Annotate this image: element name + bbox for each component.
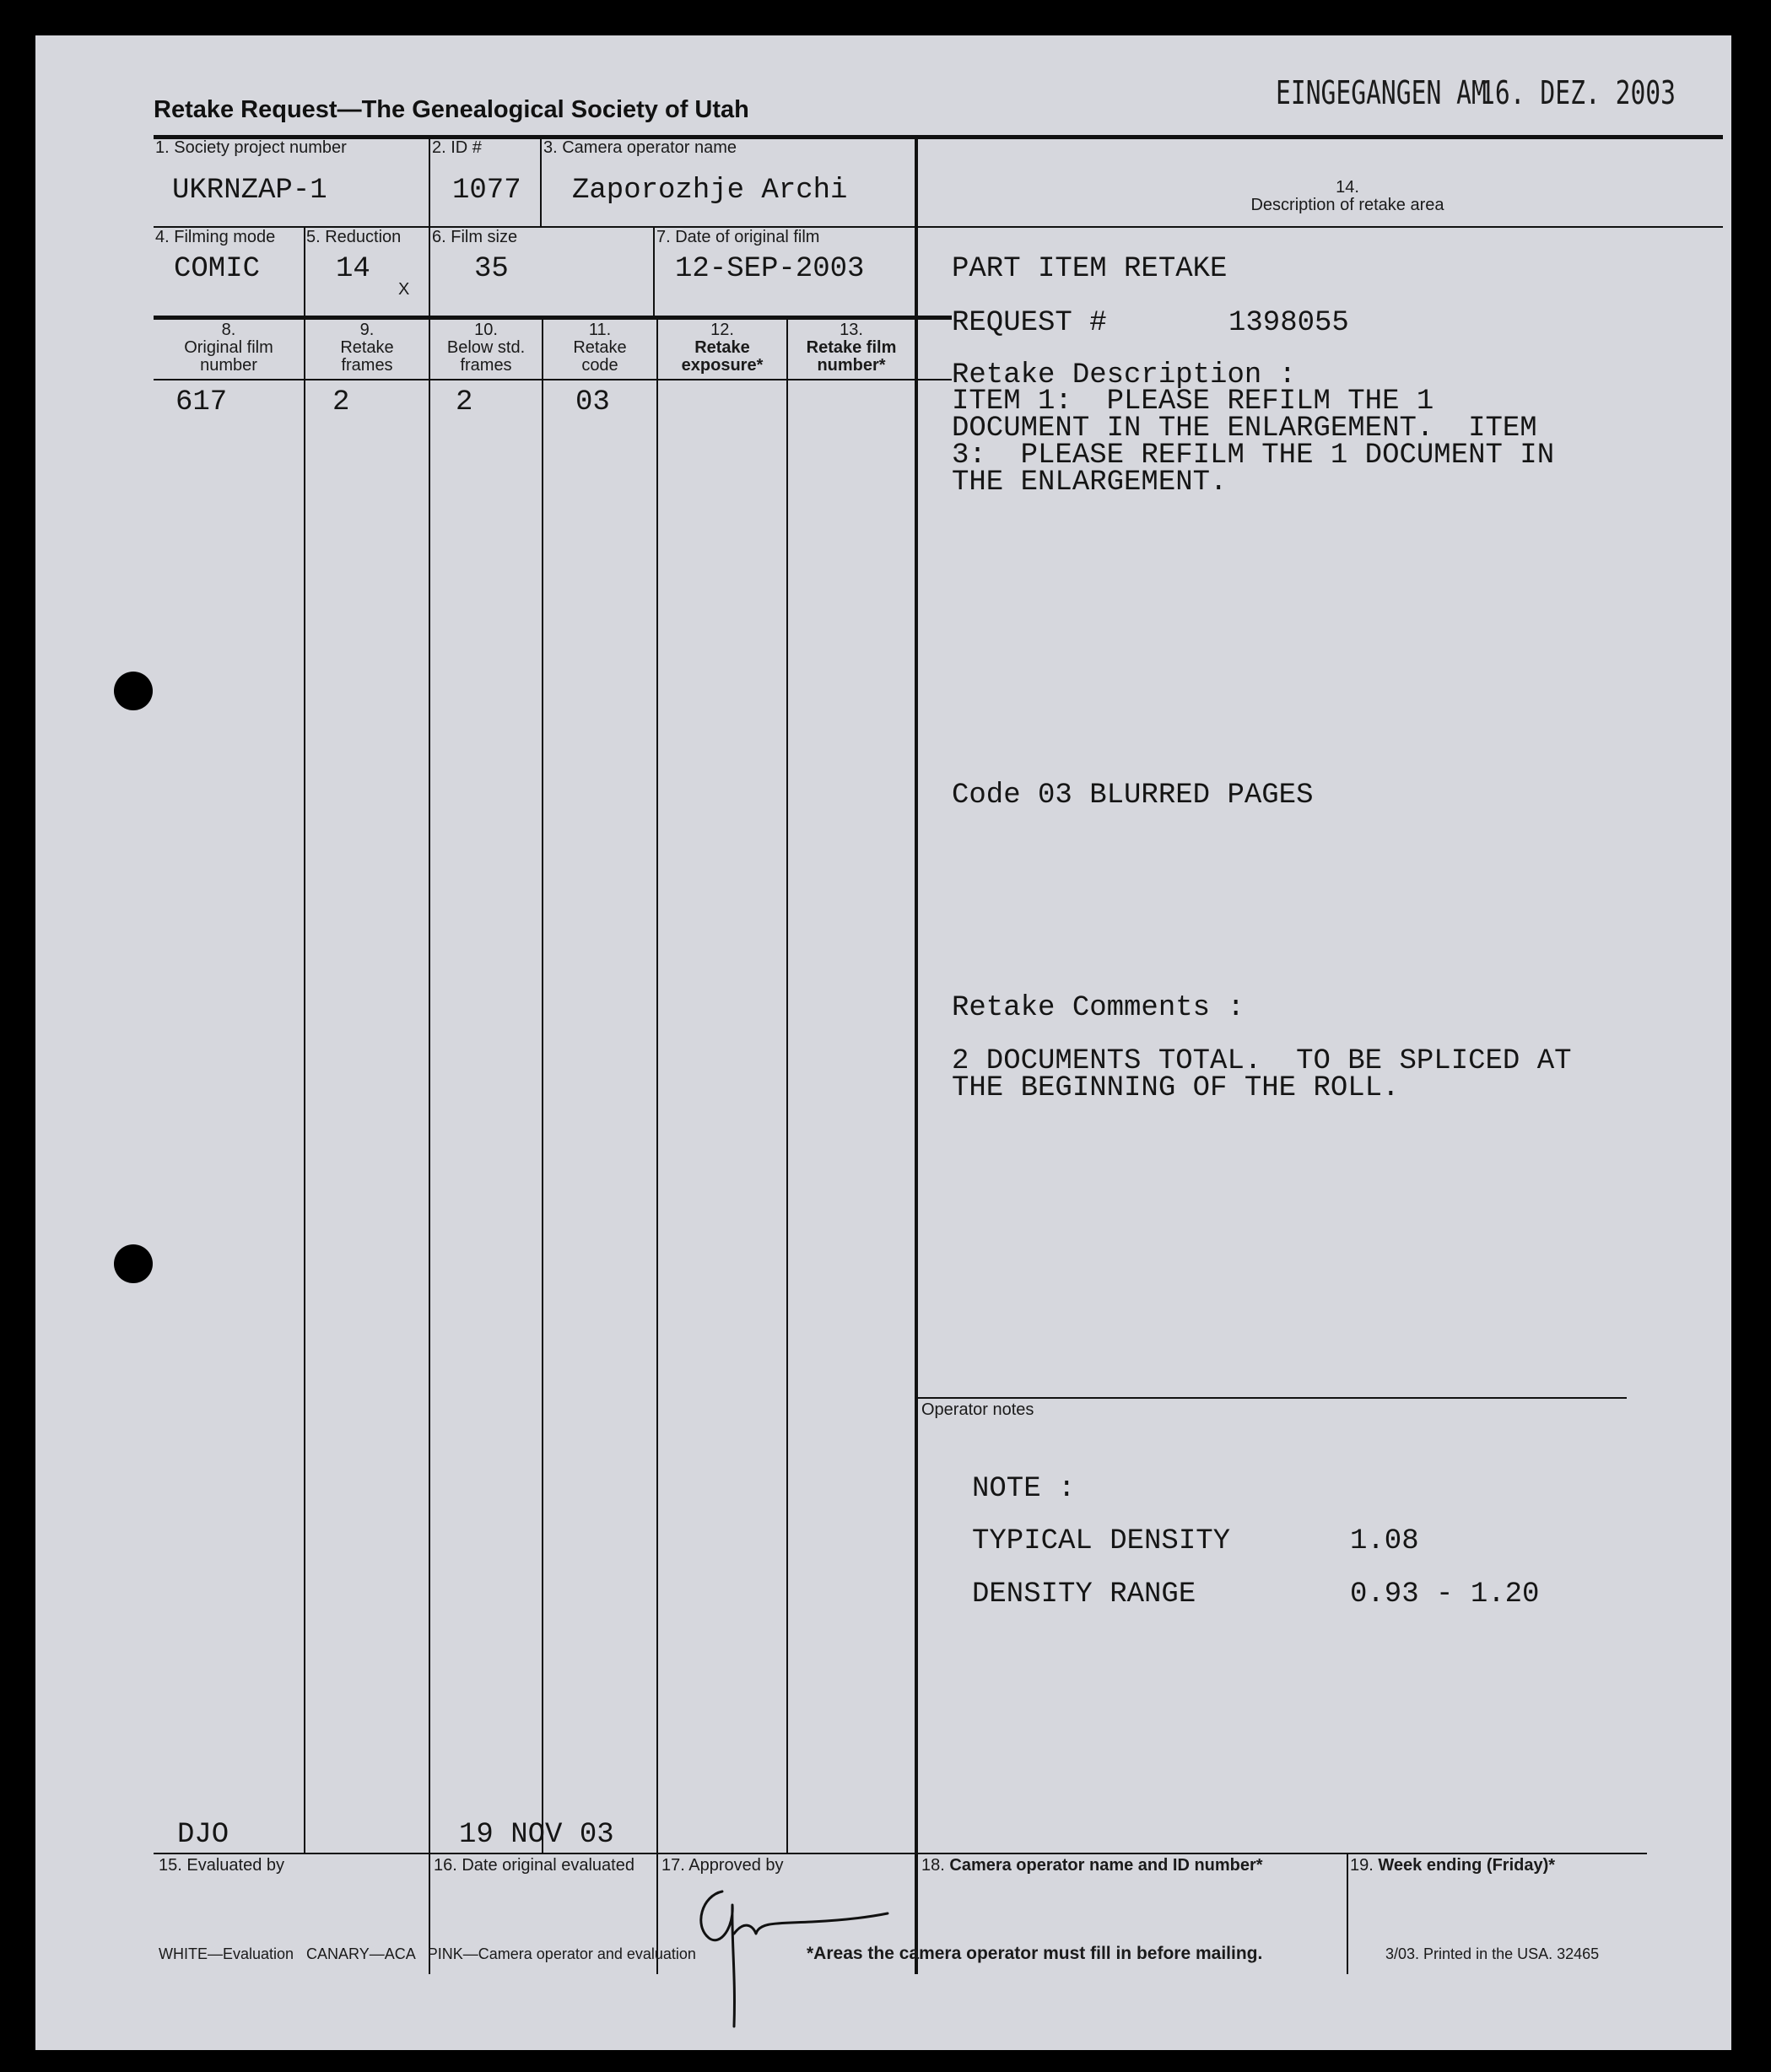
code-line: Code 03 BLURRED PAGES (952, 780, 1314, 812)
request-number: 1398055 (1228, 307, 1349, 339)
binder-hole-top (114, 672, 153, 710)
main-center-divider (915, 135, 918, 1974)
description-heading: PART ITEM RETAKE (952, 253, 1228, 285)
label-week-ending-num: 19. (1350, 1856, 1374, 1875)
header-col-8-num: 8. (221, 321, 236, 339)
header-col-13-text: Retake film number* (806, 338, 897, 375)
value-reduction[interactable]: 14 (336, 253, 370, 285)
value-project-number[interactable]: UKRNZAP-1 (172, 175, 327, 207)
label-week-ending-text: Week ending (Friday)* (1378, 1856, 1556, 1875)
density-range-value: 0.93 - 1.20 (1350, 1578, 1540, 1611)
col-divider-c (540, 137, 542, 226)
value-evaluated-by[interactable]: DJO (177, 1819, 229, 1851)
row2-divider (154, 316, 952, 320)
col-divider-a (304, 226, 305, 1853)
header-col-12-text: Retake exposure* (681, 338, 764, 375)
received-stamp-date: 16. DEZ. 2003 (1480, 74, 1676, 111)
col-divider-b (429, 137, 430, 1974)
col-divider-h (1347, 1853, 1348, 1974)
request-label: REQUEST # (952, 307, 1107, 339)
retake-description-label: Retake Description : (952, 359, 1297, 391)
signature-row-divider (154, 1853, 1647, 1854)
value-id[interactable]: 1077 (452, 175, 521, 207)
header-col-11 (543, 321, 656, 375)
header-col-11-text: Retake code (573, 338, 627, 375)
value-below-std-frames[interactable]: 2 (456, 386, 473, 418)
value-retake-frames[interactable]: 2 (332, 386, 350, 418)
value-film-size[interactable]: 35 (474, 253, 509, 285)
header-col-12-num: 12. (710, 321, 734, 339)
header-col-11-num: 11. (588, 321, 612, 339)
label-film-size: 6. Film size (432, 228, 518, 246)
label-filming-mode: 4. Filming mode (155, 228, 276, 246)
density-range-label: DENSITY RANGE (972, 1578, 1196, 1611)
value-retake-code[interactable]: 03 (575, 386, 610, 418)
label-date-original: 7. Date of original film (656, 228, 820, 246)
col-divider-f (656, 316, 658, 1974)
label-col-14-num: 14. (1336, 178, 1359, 197)
label-camera-operator-id-num: 18. (921, 1856, 945, 1875)
header-col-13-num: 13. (840, 321, 863, 339)
label-approved-by: 17. Approved by (661, 1856, 784, 1875)
typical-density-label: TYPICAL DENSITY (972, 1525, 1231, 1557)
label-id: 2. ID # (432, 138, 482, 157)
row1-divider-right (952, 226, 1723, 228)
label-evaluated-by: 15. Evaluated by (159, 1856, 284, 1875)
label-week-ending (1350, 1856, 1555, 1875)
label-operator-notes: Operator notes (921, 1400, 1034, 1419)
col-divider-g (786, 316, 788, 1853)
header-col-12 (658, 321, 786, 375)
header-col-10-text: Below std. frames (446, 338, 526, 375)
operator-notes-divider (918, 1397, 1627, 1399)
header-col-8 (154, 321, 304, 375)
header-col-9-text: Retake frames (340, 338, 394, 375)
header-col-10-num: 10. (474, 321, 498, 339)
retake-comments-text: 2 DOCUMENTS TOTAL. TO BE SPLICED AT THE BEGINNING OF THE ROLL. (952, 1045, 1572, 1104)
top-rule (154, 135, 1723, 139)
footer-print: 3/03. Printed in the USA. 32465 (1385, 1945, 1600, 1962)
binder-hole-bottom (114, 1244, 153, 1283)
value-original-film-number[interactable]: 617 (175, 386, 228, 418)
form-title: Retake Request—The Genealogical Society of Utah (154, 96, 749, 123)
value-date-original[interactable]: 12-SEP-2003 (675, 253, 865, 285)
label-project-number: 1. Society project number (155, 138, 347, 157)
value-date-evaluated[interactable]: 19 NOV 03 (459, 1819, 614, 1851)
label-date-evaluated: 16. Date original evaluated (434, 1856, 634, 1875)
header-col-8-text: Original film number (184, 338, 273, 375)
col-divider-d (542, 316, 543, 1853)
footer-copies: WHITE—Evaluation CANARY—ACA PINK—Camera operator and evaluation (159, 1945, 696, 1962)
footer-note: *Areas the camera operator must fill in before mailing. (807, 1944, 1263, 1963)
retake-description-text: ITEM 1: PLEASE REFILM THE 1 DOCUMENT IN THE ENLARGEMENT. ITEM 3: PLEASE REFILM THE 1 DOCUMENT IN THE ENLARGEMENT. (952, 386, 1555, 499)
label-col-14 (947, 179, 1731, 214)
note-label: NOTE : (972, 1473, 1076, 1505)
label-camera-operator-id-text: Camera operator name and ID number* (949, 1856, 1263, 1875)
label-camera-operator-id (921, 1856, 1263, 1875)
retake-request-form (35, 35, 1731, 2050)
retake-comments-label: Retake Comments : (952, 992, 1245, 1024)
label-camera-operator: 3. Camera operator name (543, 138, 737, 157)
header-row-divider (154, 379, 952, 380)
header-col-9-num: 9. (359, 321, 375, 339)
label-reduction: 5. Reduction (306, 228, 402, 246)
label-col-14-text: Description of retake area (1250, 196, 1444, 214)
value-filming-mode[interactable]: COMIC (174, 253, 261, 285)
reduction-x-suffix: X (398, 280, 410, 299)
col-divider-e (653, 226, 655, 316)
value-camera-operator[interactable]: Zaporozhje Archi (572, 175, 848, 207)
header-col-9 (305, 321, 429, 375)
received-stamp-label: EINGEGANGEN AM (1276, 74, 1487, 111)
header-col-13 (788, 321, 915, 375)
typical-density-value: 1.08 (1350, 1525, 1419, 1557)
header-col-10 (430, 321, 542, 375)
